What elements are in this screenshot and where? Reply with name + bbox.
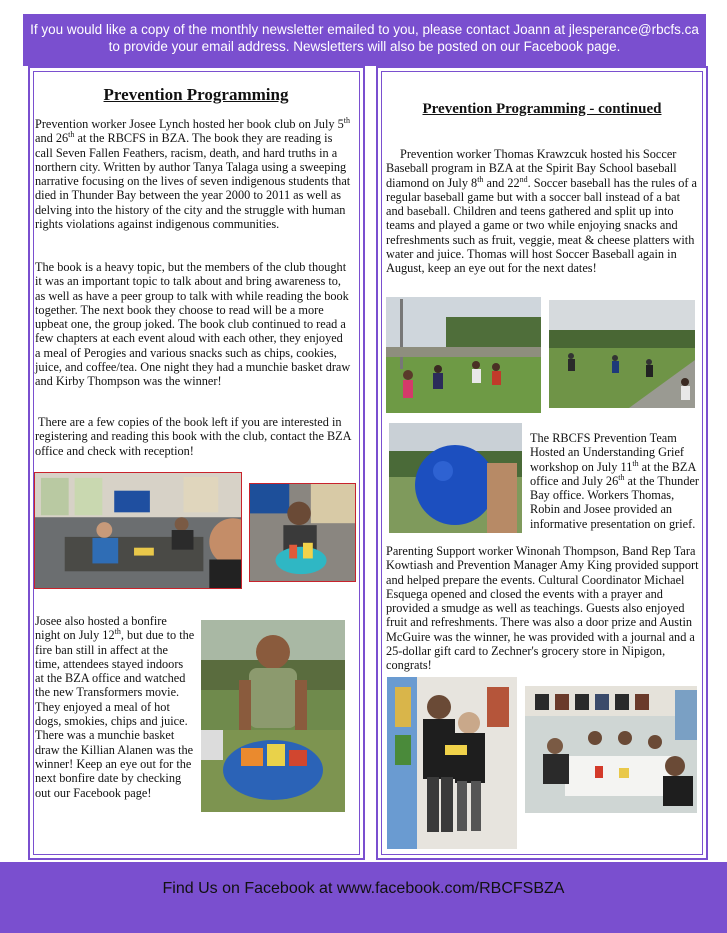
grief-workshop-group-photo <box>525 686 697 813</box>
soccer-baseball-photo-field <box>386 297 541 413</box>
book-topic-paragraph: The book is a heavy topic, but the members of the club thought it was an important topic to talk about and bring awareness to, as well as have a peer group to talk with while reading the book together. The next book they choose to read will be a more upbeat one, the group joked. The book club continued to read a few chapters at each event aloud with each other, they enjoyed a meal of Perogies and various snacks such as chips, cookies, juice, and coffee/tea. One night they had a munchie basket draw and Kirby Thompson was the winner! <box>35 260 351 389</box>
book-club-photo-basket <box>249 483 356 582</box>
newsletter-notice-text: If you would like a copy of the monthly newsletter emailed to you, please contact Joann at jlesperance@rbcfs.ca to provide your email address. Newsletters will also be posted on our Facebook page. <box>30 22 699 54</box>
soccer-baseball-photo-game <box>549 300 695 408</box>
grief-workshop-paragraph: The RBCFS Prevention Team Hosted an Understanding Grief workshop on July 11th at the BZA office and July 26th at the Thunder Bay office. Workers Thomas, Robin and Josee provided an informative presentation on grief. <box>530 431 700 531</box>
right-column-title: Prevention Programming - continued <box>422 101 662 117</box>
facebook-footer-banner <box>0 862 727 933</box>
blue-ball-photo <box>389 423 522 533</box>
book-copies-paragraph: There are a few copies of the book left if you are interested in registering and reading this book with the club, contact the BZA office and check with reception! <box>35 415 351 458</box>
book-club-photo-group <box>34 472 242 589</box>
bonfire-basket-photo <box>201 620 345 812</box>
book-club-paragraph: Prevention worker Josee Lynch hosted her book club on July 5th and 26th at the RBCFS in BZA. The book they are reading is call Seven Fallen Feathers, racism, death, and hard truths in a northern city. Written by author Tanya Talaga using a sweeping narrative focusing on the lives of seven indigenous students that died in Thunder Bay between the year 2000 to 2011 as well as delving into the history of the city and the struggle with human rights violations against indigenous communities. <box>35 115 351 232</box>
soccer-baseball-paragraph: Prevention worker Thomas Krawzcuk hosted his Soccer Baseball program in BZA at the Spirit Bay School baseball diamond on July 8th and 22nd. Soccer baseball has the rules of a regular baseball game but with a soccer ball instead of a bat and baseball. Children and teens gathered and split up into teams and played a game or two while enjoying snacks and refreshments such as fruit, veggie, meat & cheese platters with water and juice. Thomas will host Soccer Baseball again in August, keep an eye out for the next dates! <box>386 147 697 276</box>
grief-support-paragraph: Parenting Support worker Winonah Thompson, Band Rep Tara Kowtiash and Prevention Manager Amy King provided support and helped prepare the events. Cultural Coordinator Michael Esquega opened and closed the events with a prayer and provided a smudge as well as teachings. Guests also enjoyed fruit and refreshments. There was also a door prize and Austin McGuire was the winner, he was provided with a journal and a 25-dollar gift card to Zechner's grocery store in Nipigon, congrats! <box>386 544 699 673</box>
door-prize-winner-photo <box>387 677 517 849</box>
left-column-title: Prevention Programming <box>103 85 289 104</box>
newsletter-notice-banner <box>23 14 706 66</box>
facebook-footer-text: Find Us on Facebook at www.facebook.com/RBCFSBZA <box>162 880 565 897</box>
bonfire-paragraph: Josee also hosted a bonfire night on July 12th, but due to the fire ban still in affect at the time, attendees stayed indoors at the BZA office and watched the new Transformers movie. They enjoyed a meal of hot dogs, smokies, chips and juice. There was a munchie basket draw the Killian Alanen was the winner! Keep an eye out for the next bonfire date by checking out our Facebook page! <box>35 614 195 800</box>
